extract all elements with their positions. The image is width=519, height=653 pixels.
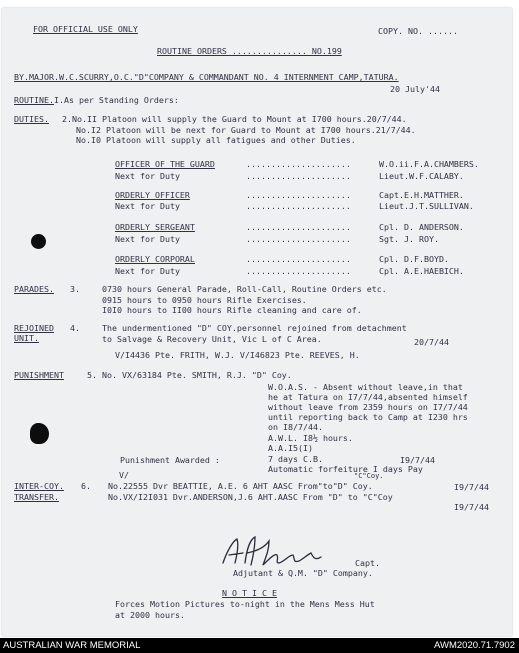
roster-role: ORDERLY SERGEANT (115, 222, 195, 232)
rejoined-number: 4. (70, 323, 80, 333)
issued-by-line: BY.MAJOR.W.C.SCURRY,O.C."D"COMPANY & COMMANDANT NO. 4 INTERNMENT CAMP,TATURA. (14, 72, 399, 82)
duties-line: 2.No.II Platoon will supply the Guard to Mount at I700 hours.20/7/44. (62, 114, 407, 124)
punch-hole (31, 234, 46, 249)
roster-name: Lieut.J.T.SULLIVAN. (379, 201, 474, 211)
transfer-line: No.22555 Dvr BEATTIE, A.E. 6 AHT AASC From"to"D" Coy. (108, 481, 373, 491)
roster-role: Next for Duty (115, 201, 180, 211)
roster-name: Capt.E.H.MATTHER. (379, 190, 464, 200)
duties-line: No.I0 Platoon will supply all fatigues and other Duties. (76, 135, 356, 145)
notice-line: Forces Motion Pictures to-night in the Mens Mess Hut (115, 599, 375, 609)
parades-number: 3. (70, 284, 80, 294)
punishment-awarded: 7 days C.B. (268, 454, 323, 464)
parades-line: 0915 hours to 0950 hours Rifle Exercises. (102, 295, 307, 305)
roster-name: Lieut.W.F.CALABY. (379, 171, 464, 181)
parades-line: I0I0 hours to II00 hours Rifle cleaning and care of. (102, 305, 362, 315)
document-date: 20 July'44 (390, 84, 440, 94)
roster-name: W.O.ii.F.A.CHAMBERS. (379, 159, 479, 169)
rejoined-unit-label: UNIT. (14, 333, 39, 343)
punch-hole (30, 423, 49, 444)
roster-role: ORDERLY CORPORAL (115, 254, 195, 264)
punishment-line: A.A.I5(I) (268, 443, 313, 453)
roster-dots: ..................... (246, 266, 351, 276)
footer-accession-number: AWM2020.71.7902 (434, 640, 515, 651)
document-title: ROUTINE ORDERS ............... NO.199 (157, 46, 342, 56)
punishment-line: until reporting back to Camp at I230 hrs (268, 412, 468, 422)
rejoined-date: 20/7/44 (414, 337, 449, 347)
roster-name: Cpl. D.F.BOYD. (379, 254, 449, 264)
punishment-awarded-label: Punishment Awarded : (120, 455, 220, 465)
punishment-line: he at Tatura on I7/7/44,absented himself (268, 392, 468, 402)
punishment-label: PUNISHMENT (14, 370, 64, 380)
punishment-awarded-date: I9/7/44 (400, 455, 435, 465)
handwritten-signature (217, 533, 327, 573)
parades-line: 0730 hours General Parade, Roll-Call, Routine Orders etc. (102, 284, 387, 294)
archive-footer (0, 638, 519, 653)
roster-dots: ..................... (246, 222, 351, 232)
transfer-label-2: TRANSFER. (14, 492, 59, 502)
notice-title: N O T I C E (222, 588, 277, 598)
roster-role: OFFICER OF THE GUARD (115, 159, 215, 169)
routine-section: ROUTINE.I.As per Standing Orders: (14, 95, 179, 105)
official-use-label: FOR OFFICIAL USE ONLY (33, 24, 138, 34)
roster-role: ORDERLY OFFICER (115, 190, 190, 200)
transfer-date: I9/7/44 (454, 502, 489, 512)
roster-dots: ..................... (246, 254, 351, 264)
rejoined-label: REJOINED (14, 323, 54, 333)
roster-name: Cpl. D. ANDERSON. (379, 222, 464, 232)
roster-role: Next for Duty (115, 234, 180, 244)
transfer-handwritten-coy: "C"Coy. (354, 472, 384, 480)
notice-line: at 2000 hours. (115, 610, 185, 620)
roster-name: Cpl. A.E.HAEBICH. (379, 266, 464, 276)
document-page (2, 8, 512, 636)
transfer-tick: V/ (119, 470, 129, 480)
punishment-line: without leave from 2359 hours on I7/7/44 (268, 402, 468, 412)
transfer-date: I9/7/44 (454, 482, 489, 492)
transfer-number: 6. (81, 481, 91, 491)
transfer-line: No.VX/I2I031 Dvr.ANDERSON,J.6 AHT.AASC From "D" to "C"Coy (108, 492, 393, 502)
signature-title: Adjutant & Q.M. "D" Company. (233, 568, 373, 578)
duties-label: DUTIES. (14, 114, 49, 124)
rejoined-line: The undermentioned "D" COY.personnel rejoined from detachment (102, 323, 407, 333)
copy-number-label: COPY. NO. ...... (378, 26, 458, 36)
roster-dots: ..................... (246, 171, 351, 181)
roster-dots: ..................... (246, 234, 351, 244)
punishment-line: 5. No. VX/63184 Pte. SMITH, R.J. "D" Coy. (87, 370, 292, 380)
roster-role: Next for Duty (115, 171, 180, 181)
roster-role: Next for Duty (115, 266, 180, 276)
roster-dots: ..................... (246, 201, 351, 211)
signature-rank: Capt. (355, 558, 380, 568)
roster-dots: ..................... (246, 190, 351, 200)
rejoined-members: V/I4436 Pte. FRITH, W.J. V/I46823 Pte. REEVES, H. (115, 350, 360, 360)
punishment-line: A.W.L. I8½ hours. (268, 433, 353, 443)
punishment-line: W.O.A.S. - Absent without leave,in that (268, 382, 463, 392)
parades-label: PARADES. (14, 284, 54, 294)
roster-name: Sgt. J. ROY. (379, 234, 439, 244)
roster-dots: ..................... (246, 159, 351, 169)
punishment-line: on I8/7/44. (268, 422, 323, 432)
footer-institution: AUSTRALIAN WAR MEMORIAL (3, 640, 141, 651)
punishment-forfeiture: Automatic forfeiture I days Pay (268, 464, 423, 474)
transfer-label: INTER-COY. (14, 481, 64, 491)
duties-line: No.I2 Platoon will be next for Guard to Mount at I700 hours.21/7/44. (76, 125, 416, 135)
rejoined-line: to Salvage & Recovery Unit, Vic L of C Area. (102, 334, 322, 344)
